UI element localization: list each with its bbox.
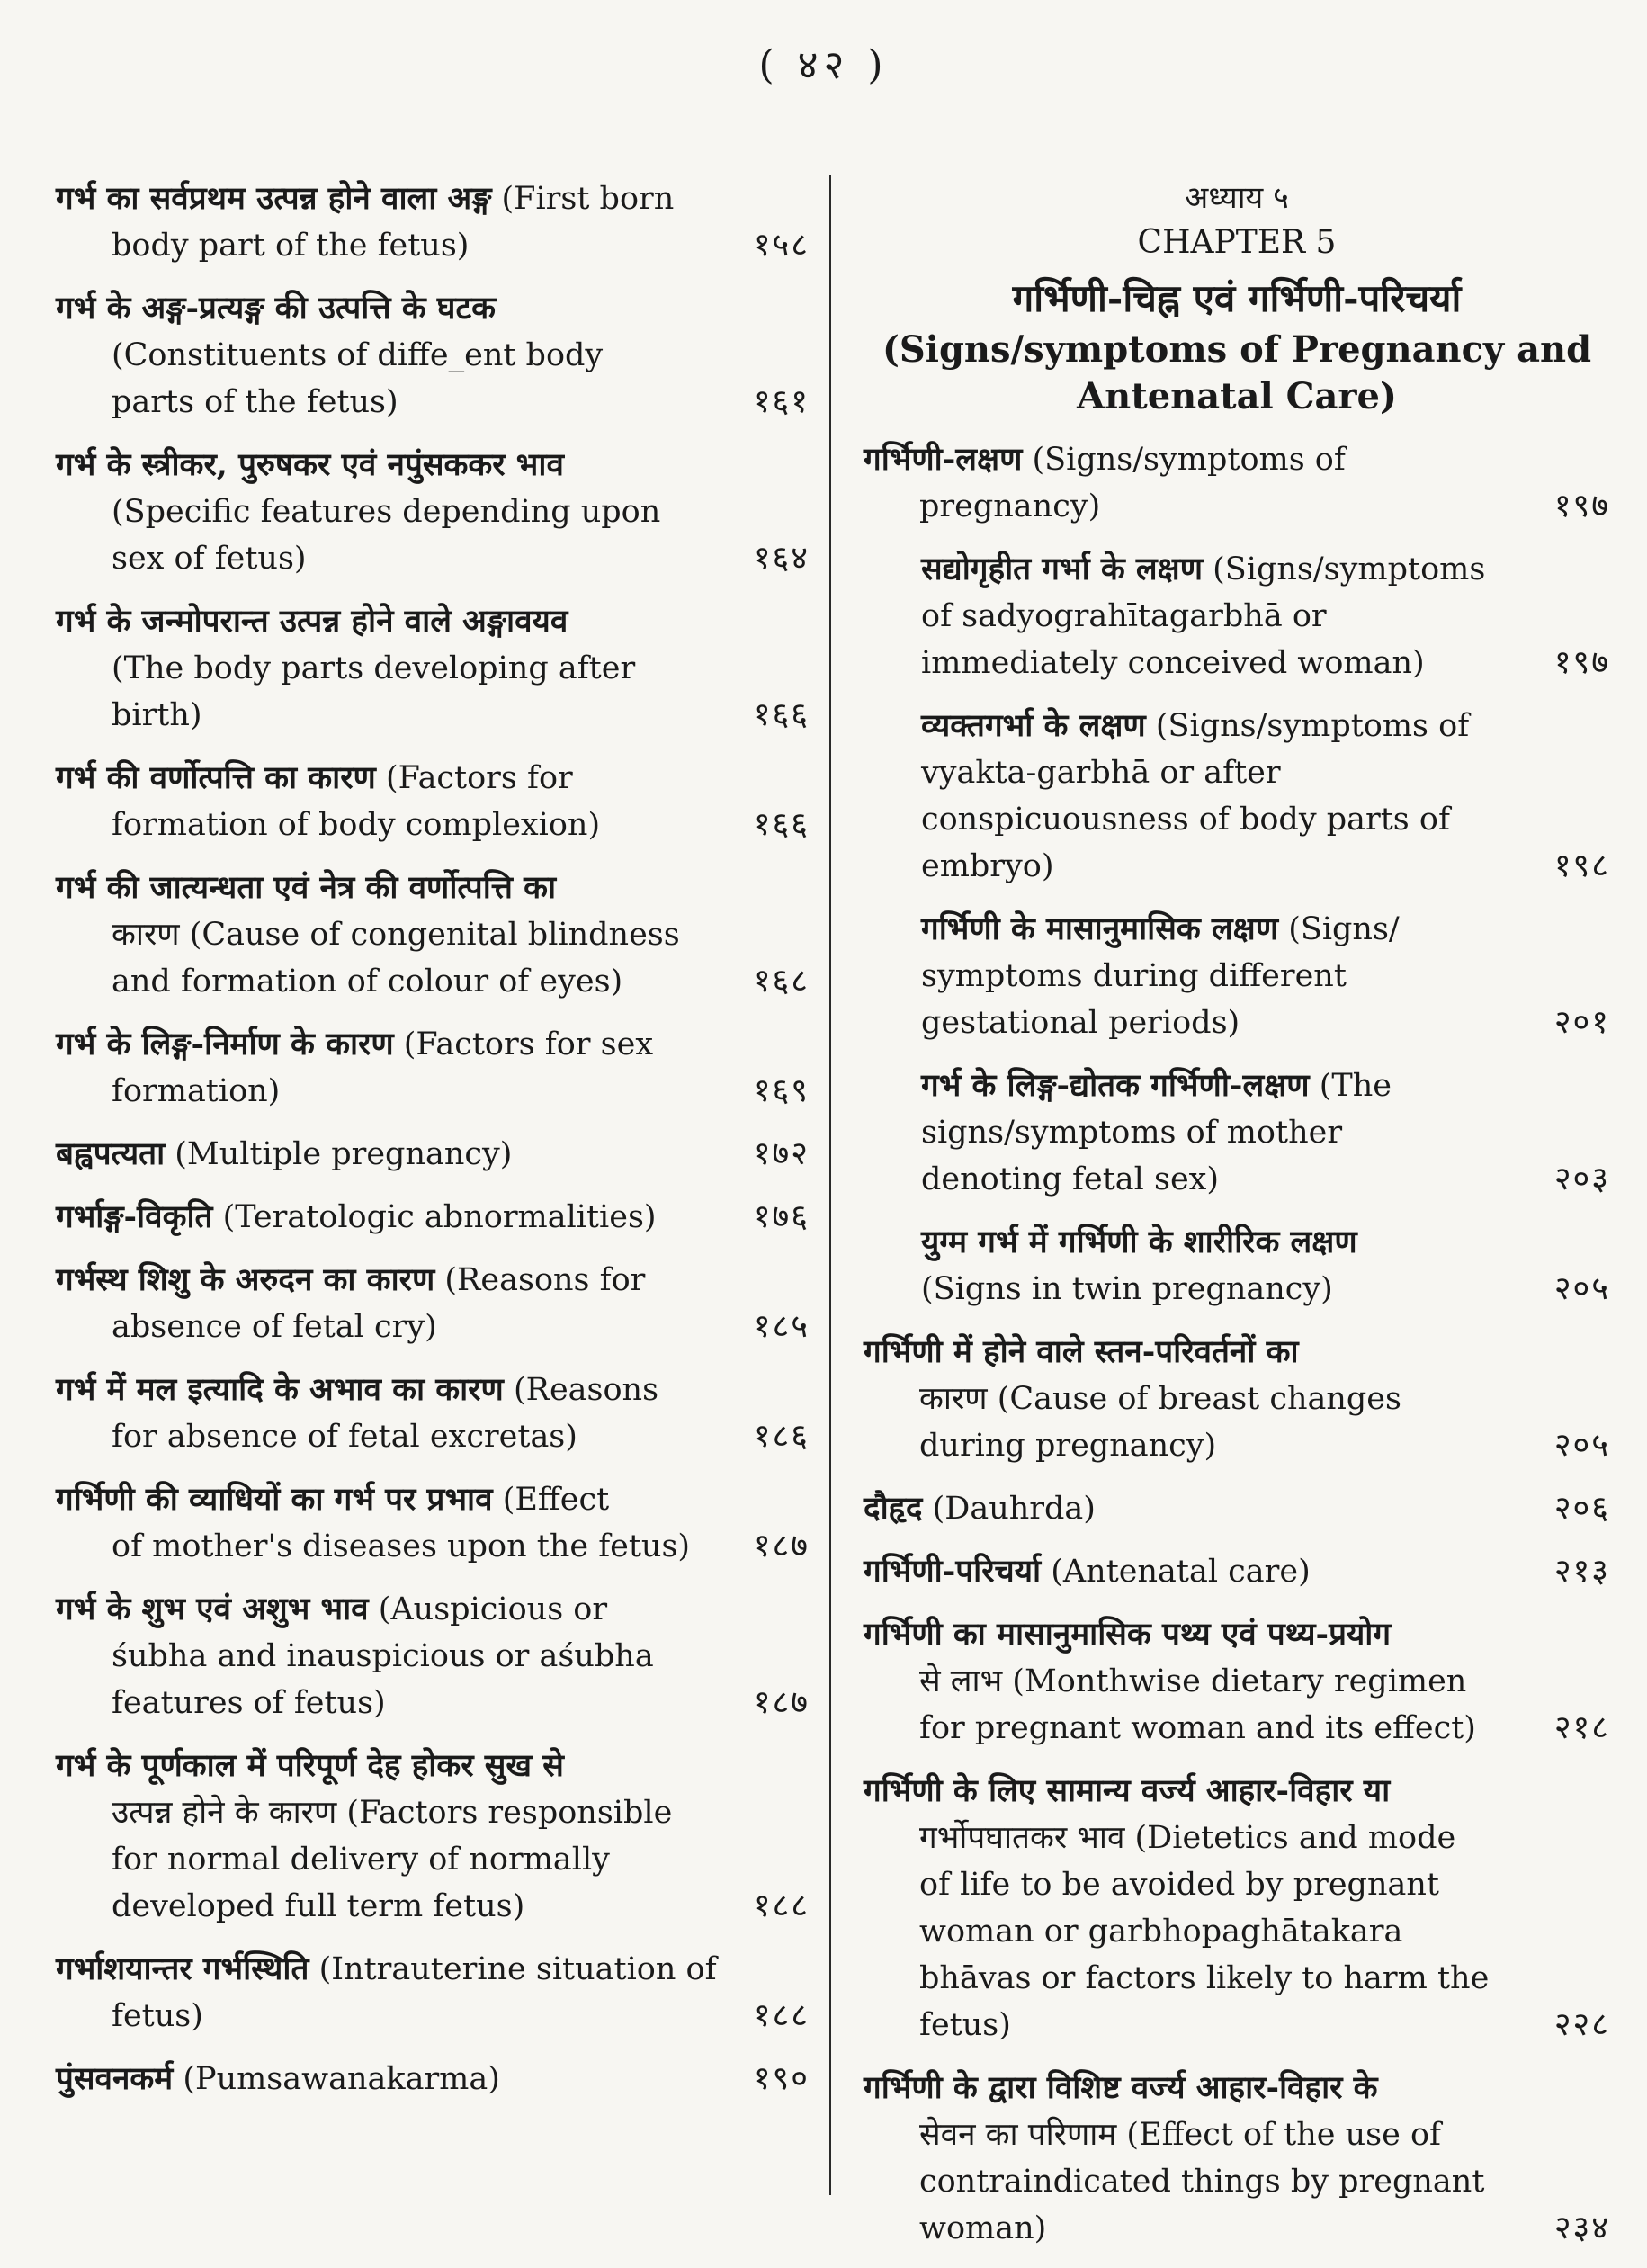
page-ref: १६८: [753, 963, 810, 1000]
entry-continuation: fetus): [112, 1998, 203, 2034]
toc-entry: [921, 703, 1610, 890]
entry-heading: [864, 1329, 1610, 1376]
toc-entry: [56, 1194, 810, 1241]
entry-title-hindi: गर्भिणी में होने वाले स्तन-परिवर्तनों का: [864, 1333, 1299, 1370]
toc-entry: [56, 1131, 810, 1178]
entry-title-hindi: गर्भिणी के द्वारा विशिष्ट वर्ज्य आहार-विहार के: [864, 2069, 1378, 2106]
left-column: [56, 175, 810, 2119]
entry-title-hindi: गर्भाशयान्तर गर्भस्थिति: [56, 1950, 309, 1987]
entry-continuation: गर्भोपघातकर भाव (Dietetics and mode of life to be avoided by pregnant woman or garbhopaghātakara bhāvas or factors likely to harm the fetus): [919, 1820, 1490, 2043]
toc-entry: [56, 865, 810, 1005]
toc-entry: [56, 1021, 810, 1115]
entry-heading: [56, 755, 810, 802]
toc-entry: [864, 1329, 1610, 1469]
entry-heading: [56, 865, 810, 911]
entry-heading: [921, 906, 1610, 953]
entry-continuation: कारण (Cause of breast changes during pregnancy): [919, 1381, 1401, 1464]
entry-title-english: (Intrauterine situation of: [309, 1951, 717, 1987]
entry-heading: [56, 1586, 810, 1633]
toc-entry: [56, 1476, 810, 1570]
entry-heading: [56, 1021, 810, 1068]
page-ref: १६१: [753, 383, 810, 420]
entry-title-english: (Effect: [492, 1482, 610, 1518]
entry-heading: [56, 1476, 810, 1523]
toc-entry: [56, 175, 810, 269]
page-ref: १९७: [1553, 644, 1610, 681]
toc-entry: [864, 436, 1610, 530]
page-ref: १८७: [753, 1684, 810, 1721]
toc-entry: [56, 1257, 810, 1350]
entry-continuation: for absence of fetal excretas): [112, 1419, 577, 1455]
toc-entry: [56, 285, 810, 426]
entry-title-hindi: व्यक्तगर्भा के लक्षण: [921, 707, 1146, 744]
toc-entry: [56, 2056, 810, 2102]
entry-title-hindi: पुंसवनकर्म: [56, 2060, 174, 2097]
page-number: ( ४२ ): [758, 42, 889, 88]
toc-entry: [56, 1946, 810, 2039]
entry-title-english: (First born: [491, 181, 675, 217]
page-ref: १९०: [753, 2060, 810, 2097]
toc-entry: [921, 1219, 1610, 1313]
entry-title-hindi: गर्भिणी की व्याधियों का गर्भ पर प्रभाव: [56, 1481, 493, 1518]
page-ref: २०६: [1553, 1490, 1610, 1527]
toc-entry: [921, 1062, 1610, 1203]
entry-title-hindi: दौहृद: [864, 1490, 923, 1527]
column-divider: [829, 175, 831, 2195]
entry-title-hindi: बह्वपत्यता: [56, 1135, 166, 1172]
entry-continuation: of mother's diseases upon the fetus): [112, 1528, 691, 1564]
page-ref: १७६: [753, 1198, 810, 1235]
page-ref: १९८: [1553, 847, 1610, 884]
chapter-title-english: (Signs/symptoms of Pregnancy and Antenatal Care): [882, 328, 1592, 417]
toc-entry: [864, 1611, 1610, 1752]
entry-heading: [56, 1946, 810, 1993]
entry-title-hindi: गर्भिणी के मासानुमासिक लक्षण: [921, 910, 1279, 947]
entry-title-english: (The: [1309, 1068, 1392, 1104]
entry-continuation: body part of the fetus): [112, 228, 470, 264]
toc-entry: [56, 755, 810, 848]
page-ref: १८८: [753, 1887, 810, 1924]
entry-title-english: (Pumsawanakarma): [173, 2061, 500, 2097]
entry-heading: [56, 2056, 810, 2102]
entry-continuation: कारण (Cause of congenital blindness and formation of colour of eyes): [112, 917, 680, 1000]
page-ref: १८७: [753, 1528, 810, 1564]
entry-title-english: (Dauhrda): [922, 1491, 1096, 1527]
entry-continuation: से लाभ (Monthwise dietary regimen for pregnant woman and its effect): [919, 1663, 1476, 1746]
entry-title-english: (Reasons for: [434, 1262, 646, 1298]
page-ref: १८५: [753, 1308, 810, 1345]
page-ref: १६६: [753, 696, 810, 733]
entry-title-hindi: गर्भ के जन्मोपरान्त उत्पन्न होने वाले अङ्गावयव: [56, 603, 568, 640]
chapter-heading: [864, 175, 1610, 420]
page-ref: २१८: [1553, 1709, 1610, 1746]
toc-entry: [864, 1485, 1610, 1532]
entry-title-hindi: गर्भिणी के लिए सामान्य वर्ज्य आहार-विहार या: [864, 1772, 1391, 1809]
entry-title-hindi: गर्भ में मल इत्यादि के अभाव का कारण: [56, 1371, 504, 1408]
entry-title-hindi: गर्भिणी-परिचर्या: [864, 1553, 1042, 1590]
entry-title-hindi: सद्योगृहीत गर्भा के लक्षण: [921, 551, 1204, 587]
entry-continuation: absence of fetal cry): [112, 1309, 437, 1345]
entry-title-english: (Signs/symptoms of: [1022, 442, 1346, 478]
entry-heading: [56, 285, 810, 332]
entry-title-hindi: गर्भ के अङ्ग-प्रत्यङ्ग की उत्पत्ति के घटक: [56, 290, 496, 327]
entry-heading: [864, 1611, 1610, 1658]
entry-heading: [56, 1257, 810, 1304]
toc-entry: [56, 1743, 810, 1930]
entry-title-english: (Signs/symptoms of: [1145, 708, 1470, 744]
toc-entry: [864, 2065, 1610, 2252]
entry-title-hindi: गर्भ के लिङ्ग-द्योतक गर्भिणी-लक्षण: [921, 1067, 1310, 1104]
toc-entry: [864, 1768, 1610, 2048]
entry-title-english: (Signs/: [1278, 911, 1400, 947]
entry-title-hindi: गर्भस्थ शिशु के अरुदन का कारण: [56, 1261, 435, 1298]
page-ref: २२८: [1553, 2006, 1610, 2043]
page-ref: १९७: [1553, 488, 1610, 524]
entry-title-english: (Multiple pregnancy): [165, 1136, 513, 1172]
entry-continuation: उत्पन्न होने के कारण (Factors responsible for normal delivery of normally developed full term fetus): [112, 1795, 673, 1924]
entry-heading: [56, 442, 810, 489]
entry-title-hindi: गर्भाङ्ग-विकृति: [56, 1198, 213, 1235]
page-ref: २०३: [1553, 1161, 1610, 1197]
toc-entry: [864, 1548, 1610, 1595]
entry-continuation: of sadyograhītagarbhā or immediately conceived woman): [921, 598, 1425, 681]
entry-heading: [864, 1768, 1610, 1815]
page-ref: १६४: [753, 540, 810, 577]
entry-title-hindi: गर्भ की जात्यन्धता एवं नेत्र की वर्णोत्पत्ति का: [56, 869, 557, 906]
entry-continuation: signs/symptoms of mother denoting fetal sex): [921, 1115, 1343, 1197]
entry-continuation: (Constituents of diffe_ent body parts of the fetus): [112, 337, 604, 420]
entry-continuation: formation): [112, 1073, 281, 1109]
entry-title-english: (Auspicious or: [368, 1591, 608, 1627]
entry-title-english: (Factors for sex: [393, 1026, 654, 1062]
entry-title-english: (Signs/symptoms: [1203, 551, 1486, 587]
entry-heading: [56, 1367, 810, 1413]
entry-heading: [921, 546, 1610, 593]
chapter-label-hindi: अध्याय ५: [1185, 180, 1289, 216]
entry-title-english: (Antenatal care): [1041, 1554, 1311, 1590]
entry-title-hindi: युग्म गर्भ में गर्भिणी के शारीरिक लक्षण: [921, 1224, 1357, 1260]
page-ref: १५८: [753, 227, 810, 264]
entry-heading: [864, 1485, 1610, 1532]
entry-heading: [56, 1131, 810, 1178]
entry-continuation: (The body parts developing after birth): [112, 650, 636, 733]
page-ref: १६९: [753, 1072, 810, 1109]
entry-continuation: śubha and inauspicious or aśubha features of fetus): [112, 1638, 654, 1721]
entry-continuation: सेवन का परिणाम (Effect of the use of contraindicated things by pregnant woman): [919, 2117, 1485, 2246]
entry-title-english: (Teratologic abnormalities): [212, 1199, 657, 1235]
entry-title-hindi: गर्भ का सर्वप्रथम उत्पन्न होने वाला अङ्ग: [56, 180, 492, 217]
toc-entry: [56, 598, 810, 739]
toc-entry: [921, 906, 1610, 1046]
entry-heading: [864, 436, 1610, 483]
entry-title-hindi: गर्भिणी-लक्षण: [864, 441, 1023, 478]
entry-title-hindi: गर्भ की वर्णोत्पत्ति का कारण: [56, 759, 376, 796]
right-entries: [864, 436, 1610, 2252]
toc-entry: [56, 1367, 810, 1460]
entry-title-hindi: गर्भ के शुभ एवं अशुभ भाव: [56, 1591, 369, 1627]
page-ref: २०५: [1553, 1270, 1610, 1307]
page-ref: २०५: [1553, 1427, 1610, 1464]
toc-entry: [921, 546, 1610, 686]
entry-heading: [921, 703, 1610, 749]
entry-title-hindi: गर्भ के स्त्रीकर, पुरुषकर एवं नपुंसककर भाव: [56, 446, 564, 483]
toc-entry: [56, 442, 810, 582]
entry-title-hindi: गर्भ के पूर्णकाल में परिपूर्ण देह होकर सुख से: [56, 1747, 564, 1784]
entry-heading: [56, 1743, 810, 1789]
entry-heading: [56, 175, 810, 222]
entry-continuation: vyakta-garbhā or after conspicuousness of body parts of embryo): [921, 755, 1450, 884]
entry-heading: [921, 1219, 1610, 1266]
page-ref: १८६: [753, 1418, 810, 1455]
page-ref: २१३: [1553, 1553, 1610, 1590]
entry-continuation: symptoms during different gestational periods): [921, 958, 1347, 1041]
page-ref: १६६: [753, 806, 810, 843]
entry-heading: [864, 2065, 1610, 2111]
entry-title-english: (Reasons: [503, 1372, 659, 1408]
page-ref: २०१: [1553, 1004, 1610, 1041]
entry-heading: [56, 1194, 810, 1241]
chapter-title-hindi: गर्भिणी-चिह्न एवं गर्भिणी-परिचर्या: [1012, 276, 1462, 320]
entry-continuation: (Specific features depending upon sex of fetus): [112, 494, 661, 577]
entry-heading: [864, 1548, 1610, 1595]
page-ref: १७२: [753, 1135, 810, 1172]
page-ref: १८८: [753, 1997, 810, 2034]
right-column: [864, 175, 1610, 2268]
entry-title-hindi: गर्भिणी का मासानुमासिक पथ्य एवं पथ्य-प्रयोग: [864, 1616, 1392, 1653]
entry-title-english: (Factors for: [375, 760, 573, 796]
entry-heading: [921, 1062, 1610, 1109]
toc-entry: [56, 1586, 810, 1726]
entry-heading: [56, 598, 810, 645]
entry-continuation: formation of body complexion): [112, 807, 601, 843]
entry-continuation: pregnancy): [919, 489, 1101, 524]
page-ref: २३४: [1553, 2210, 1610, 2246]
entry-title-hindi: गर्भ के लिङ्ग-निर्माण के कारण: [56, 1026, 394, 1062]
chapter-label-english: CHAPTER 5: [1137, 224, 1337, 261]
entry-continuation: (Signs in twin pregnancy): [921, 1271, 1333, 1307]
